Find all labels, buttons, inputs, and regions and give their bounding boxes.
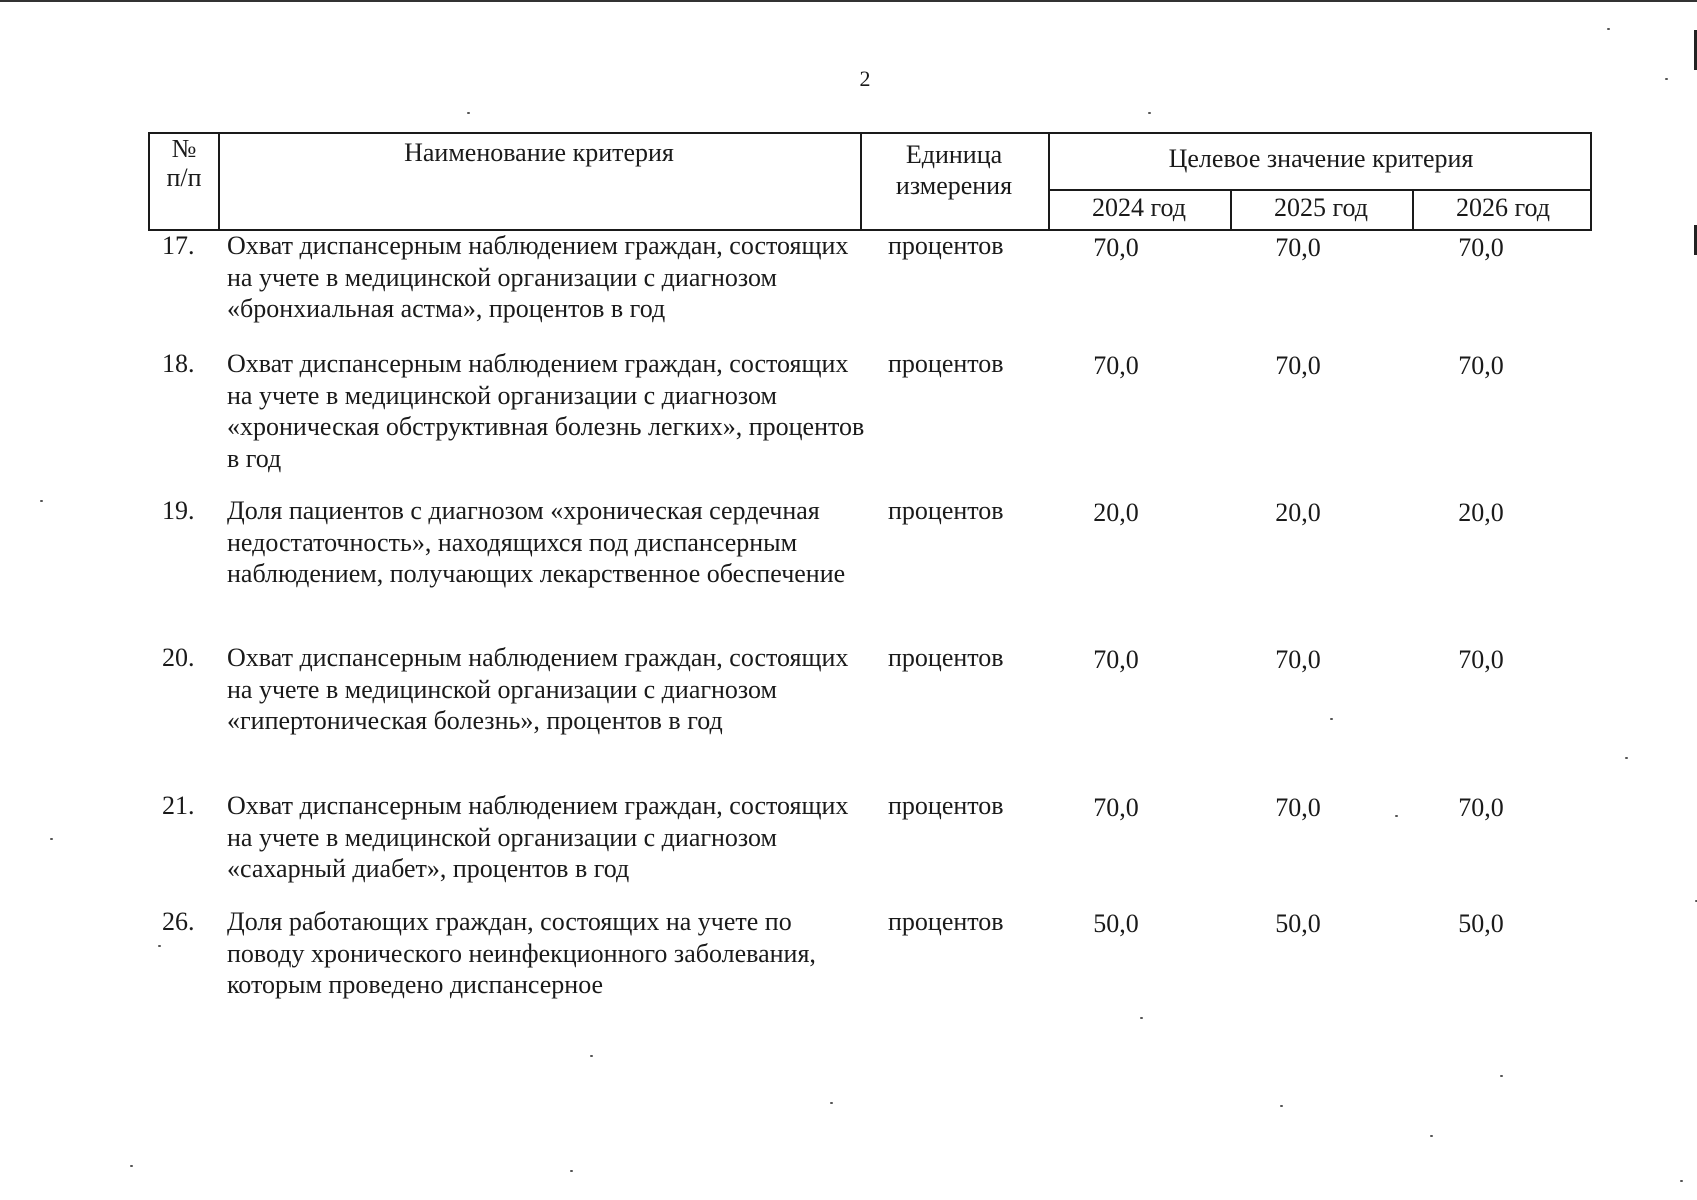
scan-speck: [50, 838, 53, 840]
value-2025: 70,0: [1275, 645, 1321, 674]
criterion-name: Охват диспансерным наблюдением граждан, состоящих на учете в медицинской организации с диагнозом «бронхиальная астма», процентов в год: [227, 231, 849, 323]
unit-of-measure: процентов: [888, 907, 1004, 936]
row-number: 20.: [162, 643, 195, 672]
unit-of-measure: процентов: [888, 791, 1004, 820]
value-2025: 50,0: [1275, 909, 1321, 938]
unit-of-measure: процентов: [888, 349, 1004, 378]
value-2024: 50,0: [1093, 909, 1139, 938]
value-2026: 70,0: [1458, 645, 1504, 674]
value-2026: 20,0: [1458, 498, 1504, 527]
value-2025: 70,0: [1275, 233, 1321, 262]
scan-speck: [1430, 1135, 1433, 1137]
scan-speck: [1665, 78, 1668, 80]
value-2024: 70,0: [1093, 233, 1139, 262]
row-number: 18.: [162, 349, 195, 378]
scan-speck: [40, 500, 43, 502]
header-num: № п/п: [166, 134, 202, 192]
scan-speck: [1607, 28, 1610, 30]
page-number: 2: [859, 66, 871, 91]
header-year-2026: 2026 год: [1456, 193, 1550, 222]
row-number: 26.: [162, 907, 195, 936]
value-2024: 20,0: [1093, 498, 1139, 527]
scan-speck: [1395, 815, 1398, 817]
row-number: 19.: [162, 496, 195, 525]
scan-speck: [1330, 718, 1333, 720]
scan-speck: [1280, 1105, 1283, 1107]
value-2025: 70,0: [1275, 793, 1321, 822]
header-year-2024: 2024 год: [1092, 193, 1186, 222]
scan-speck: [1680, 1180, 1683, 1182]
criterion-name: Охват диспансерным наблюдением граждан, состоящих на учете в медицинской организации с диагнозом «хроническая обструктивная болезнь легких», процентов в год: [227, 349, 865, 473]
header-unit: Единица измерения: [895, 140, 1013, 200]
row-number: 21.: [162, 791, 195, 820]
scan-speck: [130, 1165, 133, 1167]
scan-speck: [1500, 1075, 1503, 1077]
value-2025: 70,0: [1275, 351, 1321, 380]
scan-speck: [1625, 757, 1628, 759]
scan-speck: [590, 1055, 593, 1057]
criterion-name: Доля пациентов с диагнозом «хроническая сердечная недостаточность», находящихся под диспансерным наблюдением, получающих лекарственное обеспечение: [227, 496, 846, 588]
scan-speck: [467, 112, 470, 114]
value-2024: 70,0: [1093, 793, 1139, 822]
scan-speck: [1140, 1017, 1143, 1019]
unit-of-measure: процентов: [888, 643, 1004, 672]
value-2026: 70,0: [1458, 351, 1504, 380]
scan-speck: [158, 945, 161, 947]
value-2026: 50,0: [1458, 909, 1504, 938]
header-name: Наименование критерия: [404, 138, 674, 167]
criterion-name: Охват диспансерным наблюдением граждан, состоящих на учете в медицинской организации с диагнозом «гипертоническая болезнь», процентов в год: [227, 643, 849, 735]
scan-speck: [570, 1170, 573, 1172]
criterion-name: Доля работающих граждан, состоящих на учете по поводу хронического неинфекционного заболевания, которым проведено диспансерное: [227, 907, 816, 999]
criterion-name: Охват диспансерным наблюдением граждан, состоящих на учете в медицинской организации с диагнозом «сахарный диабет», процентов в год: [227, 791, 849, 883]
row-number: 17.: [162, 231, 195, 260]
unit-of-measure: процентов: [888, 231, 1004, 260]
table-header: [148, 132, 1592, 231]
scan-edge-line: [0, 0, 1697, 2]
header-target-value: Целевое значение критерия: [1168, 144, 1474, 173]
scan-speck: [830, 1102, 833, 1104]
value-2025: 20,0: [1275, 498, 1321, 527]
value-2024: 70,0: [1093, 645, 1139, 674]
value-2024: 70,0: [1093, 351, 1139, 380]
scan-speck: [1148, 112, 1151, 114]
value-2026: 70,0: [1458, 233, 1504, 262]
value-2026: 70,0: [1458, 793, 1504, 822]
header-year-2025: 2025 год: [1274, 193, 1368, 222]
unit-of-measure: процентов: [888, 496, 1004, 525]
